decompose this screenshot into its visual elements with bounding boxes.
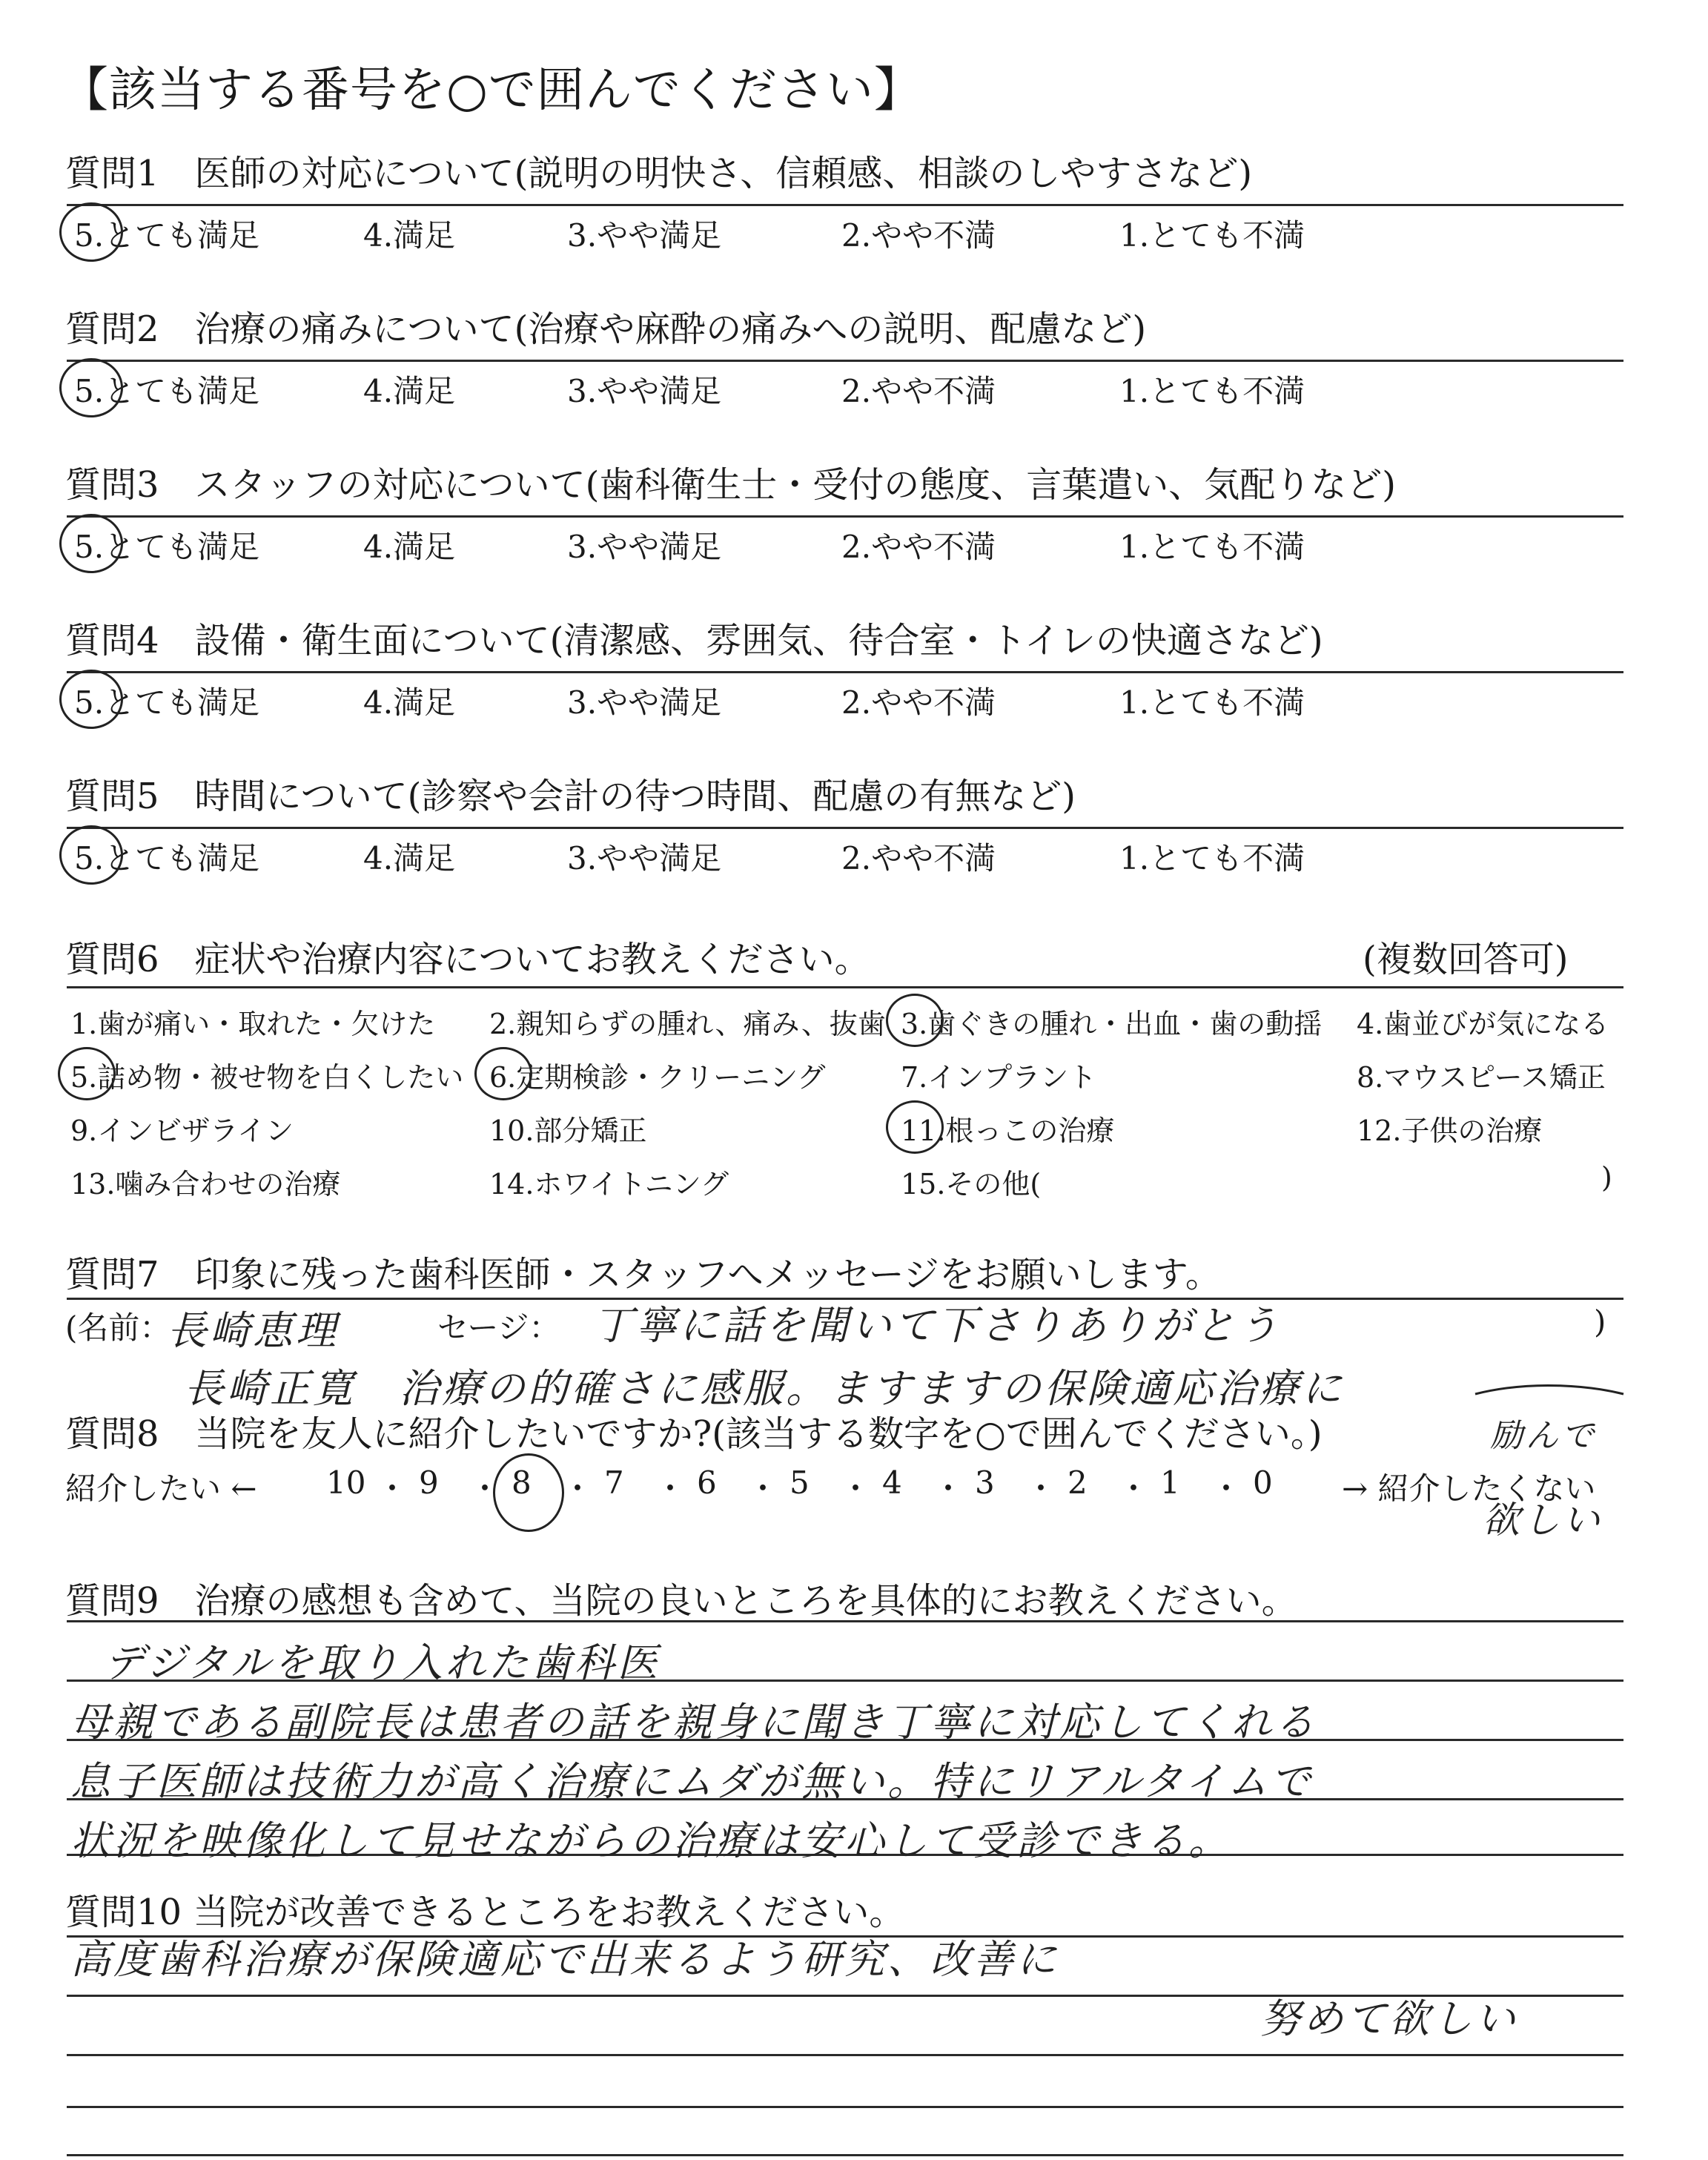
q6-note: (複数回答可) <box>1363 939 1569 980</box>
q8-scale-8[interactable]: 8 <box>512 1464 532 1501</box>
q2-option-3[interactable]: 3.やや満足 <box>567 373 722 409</box>
q1-option-2[interactable]: 2.やや不満 <box>841 217 996 254</box>
q7-handwritten-message: 丁寧に話を聞いて下さりありがとう <box>593 1302 1281 1349</box>
q5-option-2[interactable]: 2.やや不満 <box>841 840 996 876</box>
q7-handwritten-name: 長崎恵理 <box>167 1307 339 1354</box>
q6-option-5[interactable]: 5.詰め物・被せ物を白くしたい <box>70 1061 464 1094</box>
q6-option-7[interactable]: 7.インプラント <box>901 1061 1097 1094</box>
q3-option-4[interactable]: 4.満足 <box>363 529 456 565</box>
q6-option-4[interactable]: 4.歯並びが気になる <box>1357 1008 1609 1040</box>
q7-handwritten-line4: 欲しい <box>1483 1499 1603 1542</box>
q2-option-5[interactable]: 5.とても満足 <box>74 373 260 409</box>
q1-title: 質問1 医師の対応について(説明の明快さ、信頼感、相談のしやすさなど) <box>65 153 1253 194</box>
q8-left-label: 紹介したい ← <box>65 1470 257 1507</box>
q6-option-9[interactable]: 9.インビザライン <box>70 1114 294 1147</box>
q6-option-6[interactable]: 6.定期検診・クリーニング <box>489 1061 826 1094</box>
pen-stroke <box>1475 1385 1623 1394</box>
q6-option-14[interactable]: 14.ホワイトニング <box>489 1168 729 1200</box>
q7-handwritten-line2: 長崎正寛 治療の的確さに感服。ますますの保険適応治療に <box>184 1365 1345 1412</box>
q8-scale-dot: ・ <box>562 1470 594 1507</box>
q3-option-3[interactable]: 3.やや満足 <box>567 529 722 565</box>
q4-option-3[interactable]: 3.やや満足 <box>567 684 722 721</box>
q4-option-4[interactable]: 4.満足 <box>363 684 456 721</box>
q6-option-16[interactable]: ) <box>1601 1161 1612 1194</box>
q8-scale-dot: ・ <box>1118 1470 1150 1507</box>
q7-message-label: セージ： <box>437 1309 560 1346</box>
q2-option-1[interactable]: 1.とても不満 <box>1119 373 1305 409</box>
q8-scale-4[interactable]: 4 <box>882 1464 902 1501</box>
q8-scale-2[interactable]: 2 <box>1068 1464 1088 1501</box>
q3-option-2[interactable]: 2.やや不満 <box>841 529 996 565</box>
q6-option-11[interactable]: 11.根っこの治療 <box>901 1114 1115 1147</box>
q5-option-5[interactable]: 5.とても満足 <box>74 840 260 876</box>
q10-handwritten-line: 努めて欲しい <box>1260 1995 1518 2042</box>
q6-option-3[interactable]: 3.歯ぐきの腫れ・出血・歯の動揺 <box>901 1008 1323 1040</box>
q8-scale-0[interactable]: 0 <box>1253 1464 1273 1501</box>
q8-scale-1[interactable]: 1 <box>1160 1464 1180 1501</box>
q4-option-5[interactable]: 5.とても満足 <box>74 684 260 721</box>
q8-scale-dot: ・ <box>655 1470 686 1507</box>
q8-scale-dot: ・ <box>840 1470 872 1507</box>
q8-scale-dot: ・ <box>377 1470 408 1507</box>
q8-scale-dot: ・ <box>469 1470 501 1507</box>
q8-title: 質問8 当院を友人に紹介したいですか?(該当する数字を○で囲んでください。) <box>65 1413 1323 1455</box>
q6-option-12[interactable]: 12.子供の治療 <box>1357 1114 1543 1147</box>
q9-handwritten-line: 母親である副院長は患者の話を親身に聞き丁寧に対応してくれる <box>70 1699 1317 1745</box>
q8-right-label: → 紹介したくない <box>1342 1470 1596 1507</box>
q7-close-paren: ) <box>1594 1304 1606 1340</box>
q9-handwritten-line: 状況を映像化して見せながらの治療は安心して受診できる。 <box>70 1817 1231 1864</box>
q5-option-1[interactable]: 1.とても不満 <box>1119 840 1305 876</box>
q6-title: 質問6 症状や治療内容についてお教えください。 <box>65 939 870 980</box>
q4-option-1[interactable]: 1.とても不満 <box>1119 684 1305 721</box>
q8-scale-5[interactable]: 5 <box>790 1464 810 1501</box>
q5-option-4[interactable]: 4.満足 <box>363 840 456 876</box>
q6-option-2[interactable]: 2.親知らずの腫れ、痛み、抜歯 <box>489 1008 886 1040</box>
q1-option-5[interactable]: 5.とても満足 <box>74 217 260 254</box>
q5-option-3[interactable]: 3.やや満足 <box>567 840 722 876</box>
q1-option-4[interactable]: 4.満足 <box>363 217 456 254</box>
q4-option-2[interactable]: 2.やや不満 <box>841 684 996 721</box>
q7-name-prefix: (名前： <box>65 1309 171 1346</box>
q3-option-1[interactable]: 1.とても不満 <box>1119 529 1305 565</box>
q2-title: 質問2 治療の痛みについて(治療や麻酔の痛みへの説明、配慮など) <box>65 308 1147 350</box>
q10-title: 質問10 当院が改善できるところをお教えください。 <box>65 1892 905 1933</box>
q8-scale-dot: ・ <box>1211 1470 1242 1507</box>
q7-handwritten-line3: 励んで <box>1490 1417 1597 1455</box>
q1-option-1[interactable]: 1.とても不満 <box>1119 217 1305 254</box>
q6-option-8[interactable]: 8.マウスピース矯正 <box>1357 1061 1606 1094</box>
q5-title: 質問5 時間について(診察や会計の待つ時間、配慮の有無など) <box>65 776 1076 817</box>
q6-option-1[interactable]: 1.歯が痛い・取れた・欠けた <box>70 1008 436 1040</box>
q2-option-2[interactable]: 2.やや不満 <box>841 373 996 409</box>
q6-option-13[interactable]: 13.噛み合わせの治療 <box>70 1168 341 1200</box>
q9-handwritten-line: 息子医師は技術力が高く治療にムダが無い。特にリアルタイムで <box>70 1758 1314 1805</box>
q8-scale-6[interactable]: 6 <box>697 1464 717 1501</box>
q3-title: 質問3 スタッフの対応について(歯科衛生士・受付の態度、言葉遣い、気配りなど) <box>65 464 1397 506</box>
form-title: 【該当する番号を○で囲んでください】 <box>61 63 922 118</box>
q8-scale-dot: ・ <box>747 1470 779 1507</box>
q2-option-4[interactable]: 4.満足 <box>363 373 456 409</box>
q9-title: 質問9 治療の感想も含めて、当院の良いところを具体的にお教えください。 <box>65 1580 1297 1622</box>
q7-title: 質問7 印象に残った歯科医師・スタッフへメッセージをお願いします。 <box>65 1254 1221 1295</box>
q8-scale-3[interactable]: 3 <box>975 1464 995 1501</box>
q9-handwritten-line: デジタルを取り入れた歯科医 <box>104 1639 661 1686</box>
q8-scale-dot: ・ <box>933 1470 964 1507</box>
q10-handwritten-line: 高度歯科治療が保険適応で出来るよう研究、改善に <box>70 1936 1059 1983</box>
q8-scale-10[interactable]: 10 <box>326 1464 366 1501</box>
q1-option-3[interactable]: 3.やや満足 <box>567 217 722 254</box>
q3-option-5[interactable]: 5.とても満足 <box>74 529 260 565</box>
q8-scale-dot: ・ <box>1025 1470 1057 1507</box>
q8-scale-7[interactable]: 7 <box>604 1464 624 1501</box>
q6-option-15[interactable]: 15.その他( <box>901 1168 1042 1200</box>
q4-title: 質問4 設備・衛生面について(清潔感、雰囲気、待合室・トイレの快適さなど) <box>65 620 1323 661</box>
q6-option-10[interactable]: 10.部分矯正 <box>489 1114 647 1147</box>
q8-scale-9[interactable]: 9 <box>419 1464 439 1501</box>
